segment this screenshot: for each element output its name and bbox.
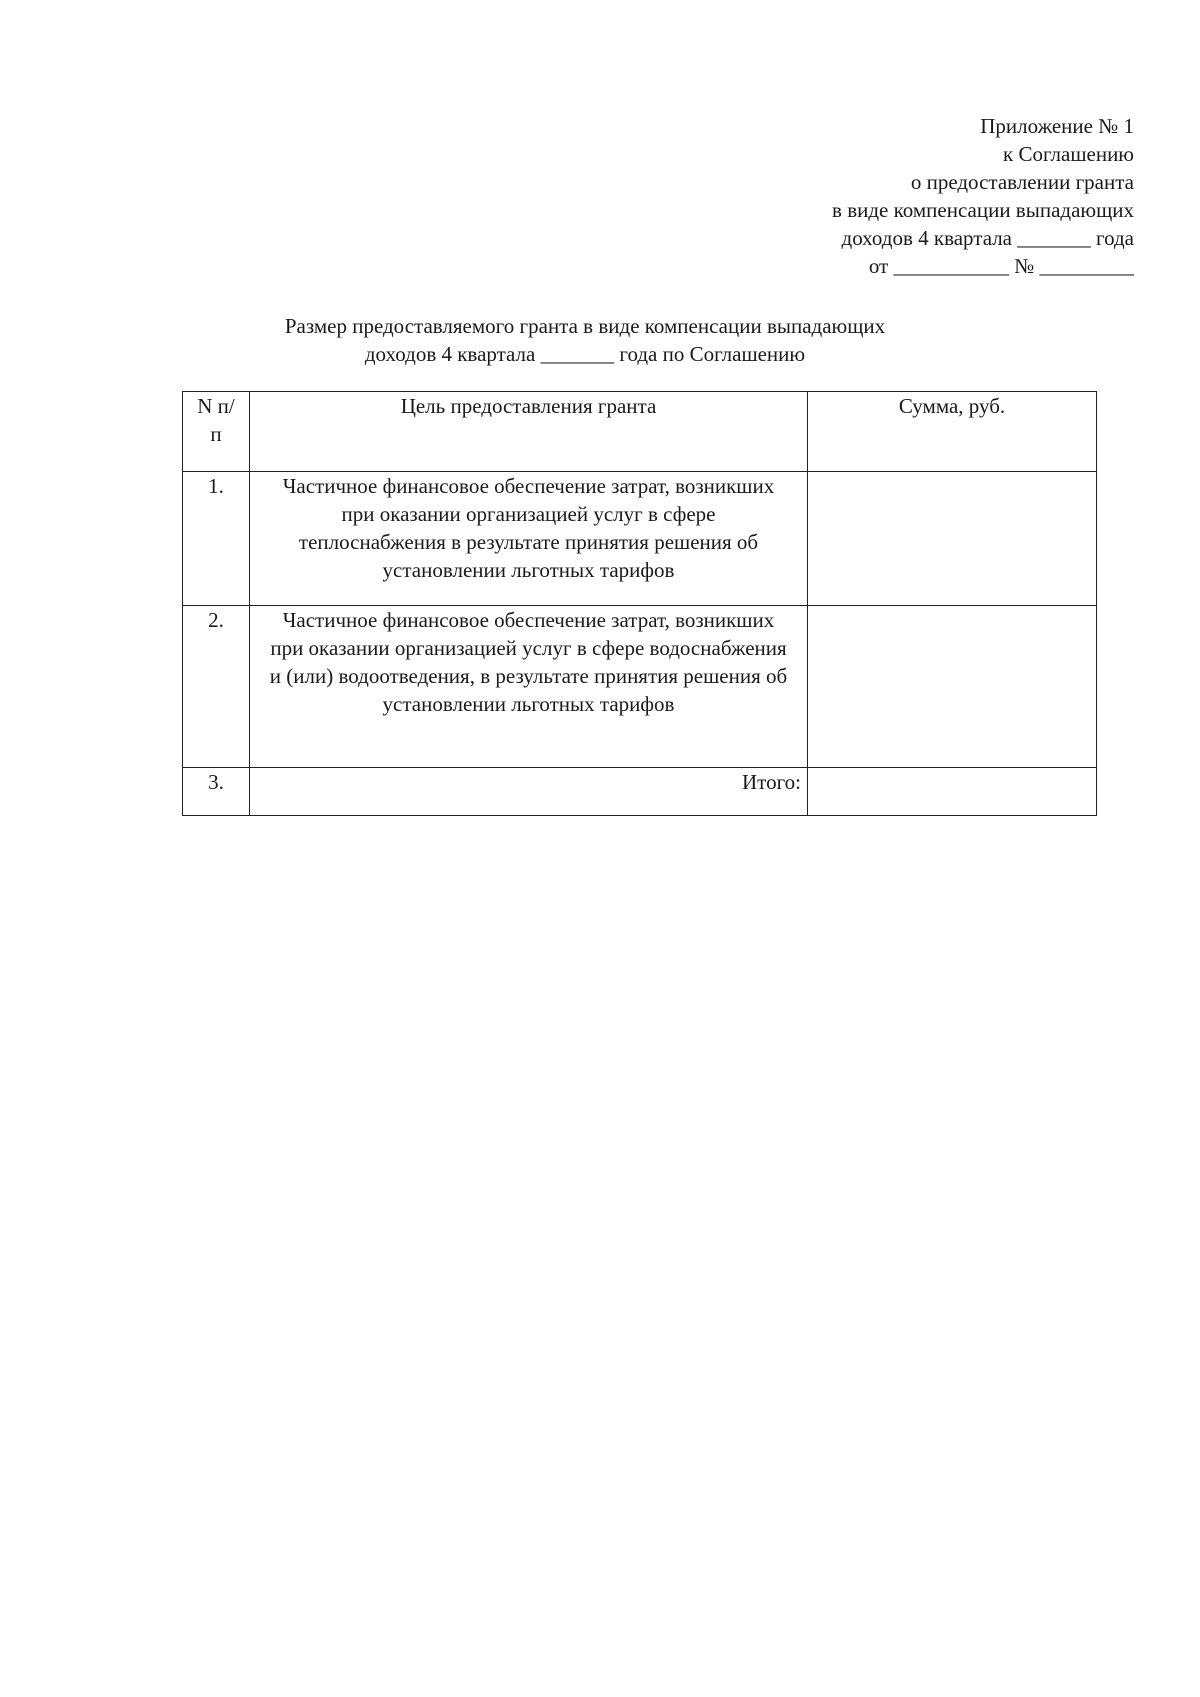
row-num: 1. [183, 472, 250, 606]
row-goal-text: Частичное финансовое обеспечение затрат, возникших при оказании организацией услуг в сфере теплоснабжения в результате принятия решения об установлении льготных тарифов [282, 474, 775, 582]
total-label: Итого: [250, 768, 808, 816]
header-goal: Цель предоставления гранта [250, 392, 808, 472]
table-row [183, 472, 1097, 606]
row-goal [250, 606, 808, 768]
appendix-line: в виде компенсации выпадающих [832, 198, 1134, 222]
header-sum: Сумма, руб. [808, 392, 1097, 472]
table-row [183, 606, 1097, 768]
table-total-row [183, 768, 1097, 816]
row-sum [808, 606, 1097, 768]
header-num-label: N п/п [197, 394, 235, 446]
header-num [183, 392, 250, 472]
title-line: доходов 4 квартала _______ года по Соглашению [364, 342, 806, 366]
document-title [195, 312, 975, 368]
row-goal-text: Частичное финансовое обеспечение затрат, возникших при оказании организацией услуг в сфере водоснабжения и (или) водоотведения, в результате принятия решения об установлении льготных тарифов [269, 608, 788, 716]
total-num: 3. [183, 768, 250, 816]
appendix-line: Приложение № 1 [980, 114, 1134, 138]
appendix-line: о предоставлении гранта [910, 170, 1134, 194]
grant-table [182, 391, 1097, 816]
title-line: Размер предоставляемого гранта в виде компенсации выпадающих [284, 314, 886, 338]
row-num: 2. [183, 606, 250, 768]
row-sum [808, 472, 1097, 606]
appendix-line: от ___________ № _________ [868, 254, 1134, 278]
appendix-line: к Соглашению [1003, 142, 1134, 166]
appendix-line: доходов 4 квартала _______ года [841, 226, 1134, 250]
appendix-header [832, 112, 1134, 280]
row-goal [250, 472, 808, 606]
total-sum [808, 768, 1097, 816]
table-header-row [183, 392, 1097, 472]
